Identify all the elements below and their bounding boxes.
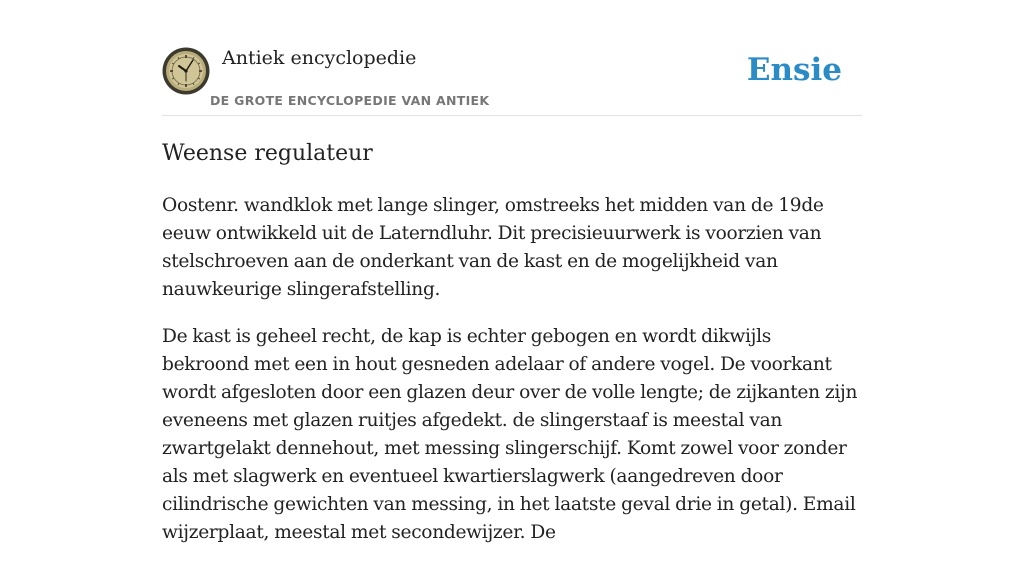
article-body [162, 192, 862, 566]
article-paragraph: De kast is geheel recht, de kap is echter gebogen en wordt dikwijls bekroond met een in hout gesneden adelaar of andere vogel. De voorkant wordt afgesloten door een glazen deur over de volle lengte; de zijkanten zijn eveneens met glazen ruitjes afgedekt. de slingerstaaf is meestal van zwartgelakt dennehout, met messing slingerschijf. Komt zowel voor zonder als met slagwerk en eventueel kwartierslagwerk (aangedreven door cilindrische gewichten van messing, in het laatste geval drie in getal). Email wijzerplaat, meestal met secondewijzer. De [162, 326, 858, 543]
article-paragraph: Oostenr. wandklok met lange slinger, omstreeks het midden van de 19de eeuw ontwikkeld uit de Laterndluhr. Dit precisieuurwerk is voorzien van stelschroeven aan de onderkant van de kast en de mogelijkheid van nauwkeurige slingerafstelling. [162, 195, 824, 300]
antique-clock-icon[interactable] [162, 47, 210, 95]
site-title[interactable]: Antiek encyclopedie [222, 47, 417, 69]
ensie-brand-link[interactable]: Ensie [746, 52, 842, 88]
site-header [162, 44, 862, 116]
site-subtitle: DE GROTE ENCYCLOPEDIE VAN ANTIEK [210, 93, 490, 108]
article-title: Weense regulateur [162, 141, 373, 166]
